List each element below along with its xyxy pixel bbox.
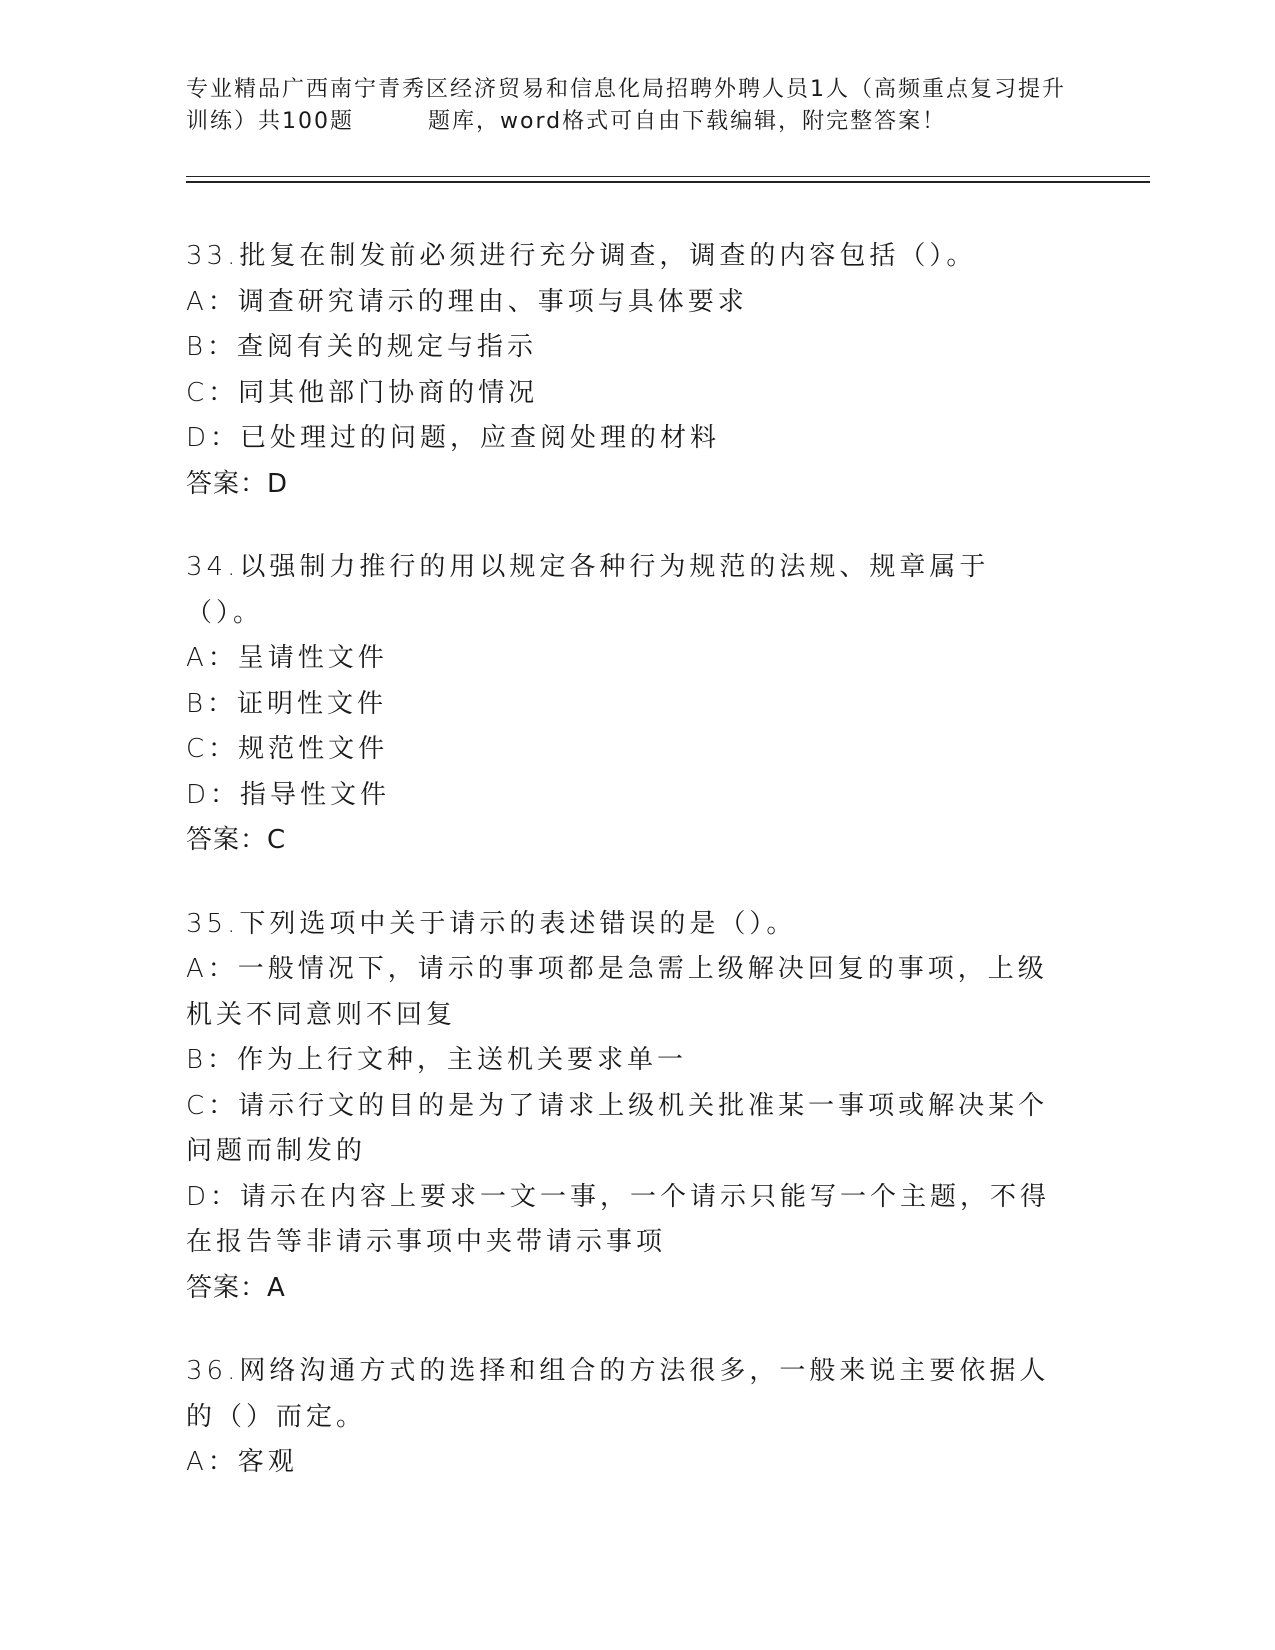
option-a: A：呈请性文件 — [186, 643, 388, 673]
document-header — [186, 74, 1086, 138]
header-title-part1: 专业精品广西南宁青秀区经济贸易和信息化局招聘外聘人员1人（高频重点复习提升训练）共100题 — [186, 77, 1066, 134]
option-d: D：已处理过的问题，应查阅处理的材料 — [186, 423, 721, 453]
option-d: D：指导性文件 — [186, 779, 391, 810]
question-stem: 35.下列选项中关于请示的表述错误的是（）。 — [186, 908, 797, 939]
option-b: B：作为上行文种，主送机关要求单一 — [186, 1045, 688, 1075]
option-b: B：查阅有关的规定与指示 — [186, 332, 538, 362]
option-c: C：同其他部门协商的情况 — [186, 377, 539, 408]
question-stem: 36.网络沟通方式的选择和组合的方法很多，一般来说主要依据人的（）而定。 — [186, 1356, 1050, 1432]
option-a: A：调查研究请示的理由、事项与具体要求 — [186, 286, 748, 317]
header-title-part2: 题库，word格式可自由下载编辑，附完整答案！ — [428, 109, 947, 134]
answer: 答案：D — [186, 468, 289, 499]
question-36 — [186, 1349, 1066, 1486]
answer: 答案：C — [186, 825, 287, 855]
question-35 — [186, 902, 1066, 1312]
question-stem: 34.以强制力推行的用以规定各种行为规范的法规、规章属于（）。 — [186, 552, 990, 628]
option-a: A：客观 — [186, 1447, 298, 1477]
header-rule-thin — [186, 176, 1150, 177]
option-a: A：一般情况下，请示的事项都是急需上级解决回复的事项，上级机关不同意则不回复 — [186, 954, 1048, 1030]
question-list — [186, 234, 1066, 1524]
question-34 — [186, 545, 1066, 864]
option-c: C：请示行文的目的是为了请求上级机关批准某一事项或解决某个问题而制发的 — [186, 1090, 1049, 1166]
option-c: C：规范性文件 — [186, 734, 389, 764]
question-stem: 33.批复在制发前必须进行充分调查，调查的内容包括（）。 — [186, 241, 977, 271]
option-b: B：证明性文件 — [186, 688, 388, 719]
option-d: D：请示在内容上要求一文一事，一个请示只能写一个主题，不得在报告等非请示事项中夹带请示事项 — [186, 1181, 1051, 1257]
question-33 — [186, 234, 1066, 507]
header-rule-thick — [186, 181, 1150, 183]
answer: 答案：A — [186, 1272, 286, 1303]
